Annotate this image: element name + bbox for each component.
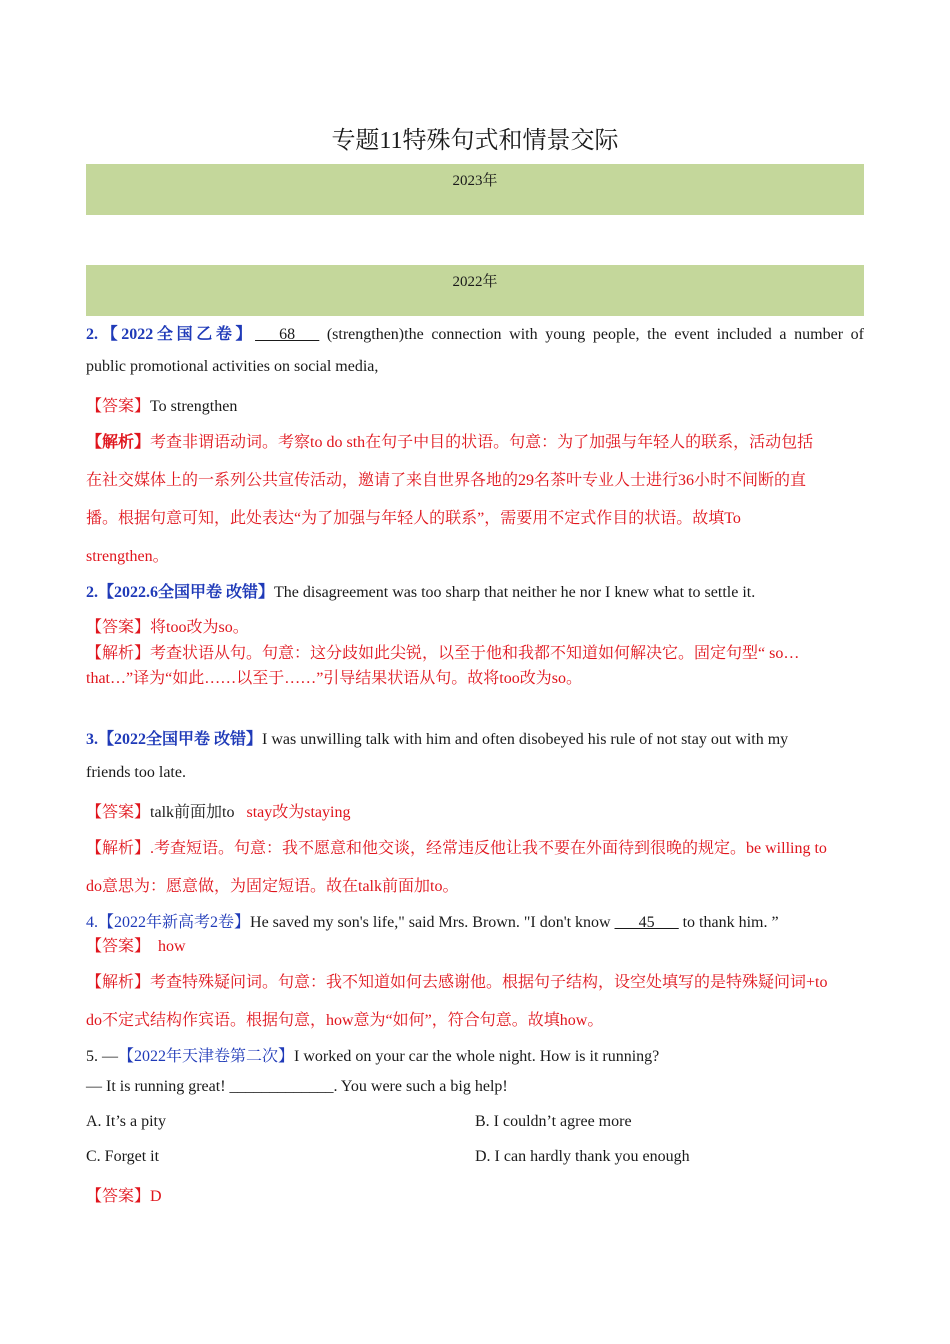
q5-options-row1 — [86, 1113, 864, 1131]
q1-analysis-line4: strengthen。 — [86, 548, 169, 565]
q4-blank: ___45___ — [614, 914, 679, 931]
q1-line1: 2.【2022全国乙卷】___68___ (strengthen)the connection with young people, the event included a number of — [86, 326, 864, 343]
q3-answer: 【答案】talk前面加to stay改为staying — [86, 804, 351, 821]
q4-analysis-line1: 【解析】考查特殊疑问词。句意：我不知道如何去感谢他。根据句子结构，设空处填写的是特殊疑问词+to — [86, 974, 828, 991]
q3-source-tag: 【2022全国甲卷 改错】 — [98, 731, 263, 748]
section-band-2022 — [86, 265, 864, 316]
q5-line2: — It is running great! _____________. You were such a big help! — [86, 1078, 508, 1095]
q1-line2: public promotional activities on social media, — [86, 358, 379, 375]
q5-source-tag: 【2022年天津卷第二次】 — [118, 1048, 295, 1065]
q2-source-tag: 【2022.6全国甲卷 改错】 — [98, 584, 275, 601]
q4-analysis-line2: do不定式结构作宾语。根据句意，how意为“如何”，符合句意。故填how。 — [86, 1012, 604, 1029]
q3-line1: 3.【2022全国甲卷 改错】I was unwilling talk with him and often disobeyed his rule of not stay out with my — [86, 731, 789, 748]
q2-line1: 2.【2022.6全国甲卷 改错】The disagreement was too sharp that neither he nor I knew what to settle it. — [86, 584, 756, 601]
q1-source-tag: 【2022全国乙卷】 — [98, 326, 256, 343]
q3-analysis-line2: do意思为：愿意做，为固定短语。故在talk前面加to。 — [86, 878, 459, 895]
section-label-2023: 2023年 — [452, 173, 498, 189]
q1-blank: ___68___ — [255, 326, 320, 343]
q5-line1: 5. —【2022年天津卷第二次】I worked on your car the whole night. How is it running? — [86, 1048, 660, 1065]
section-band-2023 — [86, 164, 864, 215]
q1-answer: 【答案】To strengthen — [86, 398, 238, 415]
q2-analysis-line1: 【解析】考查状语从句。句意：这分歧如此尖锐，以至于他和我都不知道如何解决它。固定句型“ so… — [86, 645, 800, 662]
section-label-2022: 2022年 — [452, 274, 498, 290]
q2-analysis-line2: that…”译为“如此……以至于……”引导结果状语从句。故将too改为so。 — [86, 670, 582, 687]
q4-source-tag: 【2022年新高考2卷】 — [98, 914, 251, 931]
q5-options-row2 — [86, 1148, 864, 1166]
q3-analysis-line1: 【解析】.考查短语。句意：我不愿意和他交谈，经常违反他让我不要在外面待到很晚的规定。be willing to — [86, 840, 827, 857]
page-title: 专题11特殊句式和情景交际 — [331, 128, 619, 154]
option-c: C. Forget it — [86, 1148, 160, 1165]
option-b: B. I couldn’t agree more — [475, 1113, 632, 1130]
q5-answer: 【答案】D — [86, 1188, 162, 1205]
option-a: A. It’s a pity — [86, 1113, 166, 1130]
q1-analysis-line2: 在社交媒体上的一系列公共宣传活动，邀请了来自世界各地的29名茶叶专业人士进行36小时不间断的直 — [86, 472, 807, 489]
q4-line1: 4.【2022年新高考2卷】He saved my son's life," said Mrs. Brown. "I don't know ___45___ to thank him. ” — [86, 914, 779, 931]
option-d: D. I can hardly thank you enough — [475, 1148, 690, 1165]
q4-answer: 【答案】 how — [86, 938, 186, 955]
q1-analysis-line3: 播。根据句意可知，此处表达“为了加强与年轻人的联系”，需要用不定式作目的状语。故填To — [86, 510, 741, 527]
q1-analysis-line1: 【解析】考查非谓语动词。考察to do sth在句子中目的状语。句意：为了加强与年轻人的联系，活动包括 — [86, 434, 814, 451]
q2-answer: 【答案】将too改为so。 — [86, 619, 249, 636]
q3-line2: friends too late. — [86, 764, 186, 781]
